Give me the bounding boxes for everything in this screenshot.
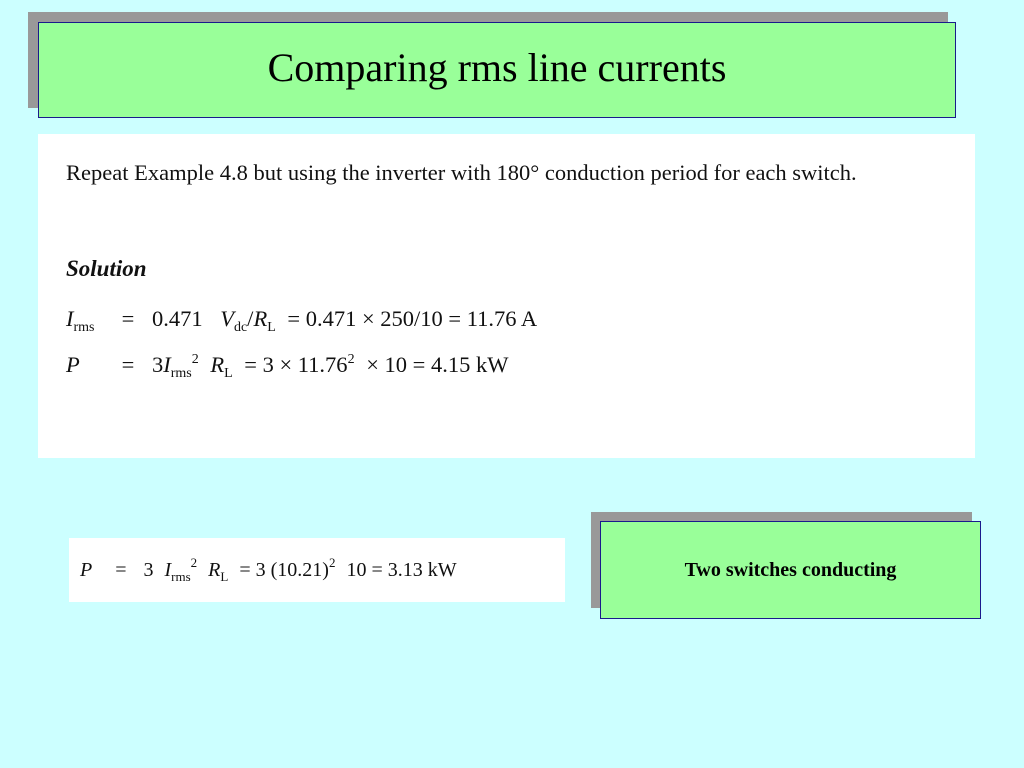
power-equation: $P = 3I_{rms}^2$ $R_L = 3 \times 11.76^2 \times 10 = 4.15$ kW bbox=[66, 352, 509, 381]
example-panel bbox=[38, 134, 975, 458]
title-box bbox=[38, 22, 956, 118]
solution-heading: Solution bbox=[66, 256, 147, 281]
irms-equation: $I_{rms} = 0.471$ $V_{dc}/R_L = 0.471 \times 250/10 = 11.76$ A bbox=[66, 306, 538, 335]
problem-statement: Repeat Example 4.8 but using the inverter with 180° conduction period for each switch. bbox=[66, 160, 857, 185]
comparison-power-equation: P = 3 $I_{rms}^2$ $R_L = 3$ $(10.21)^2$ 10 = 3.13 kW bbox=[80, 555, 457, 584]
irms-symbol: I bbox=[66, 306, 74, 331]
power-symbol: P bbox=[66, 352, 80, 377]
slide-title: Comparing rms line currents bbox=[267, 45, 727, 90]
comparison-equation-panel bbox=[69, 538, 565, 602]
note-text: Two switches conducting bbox=[684, 558, 897, 581]
note-box bbox=[600, 521, 981, 619]
